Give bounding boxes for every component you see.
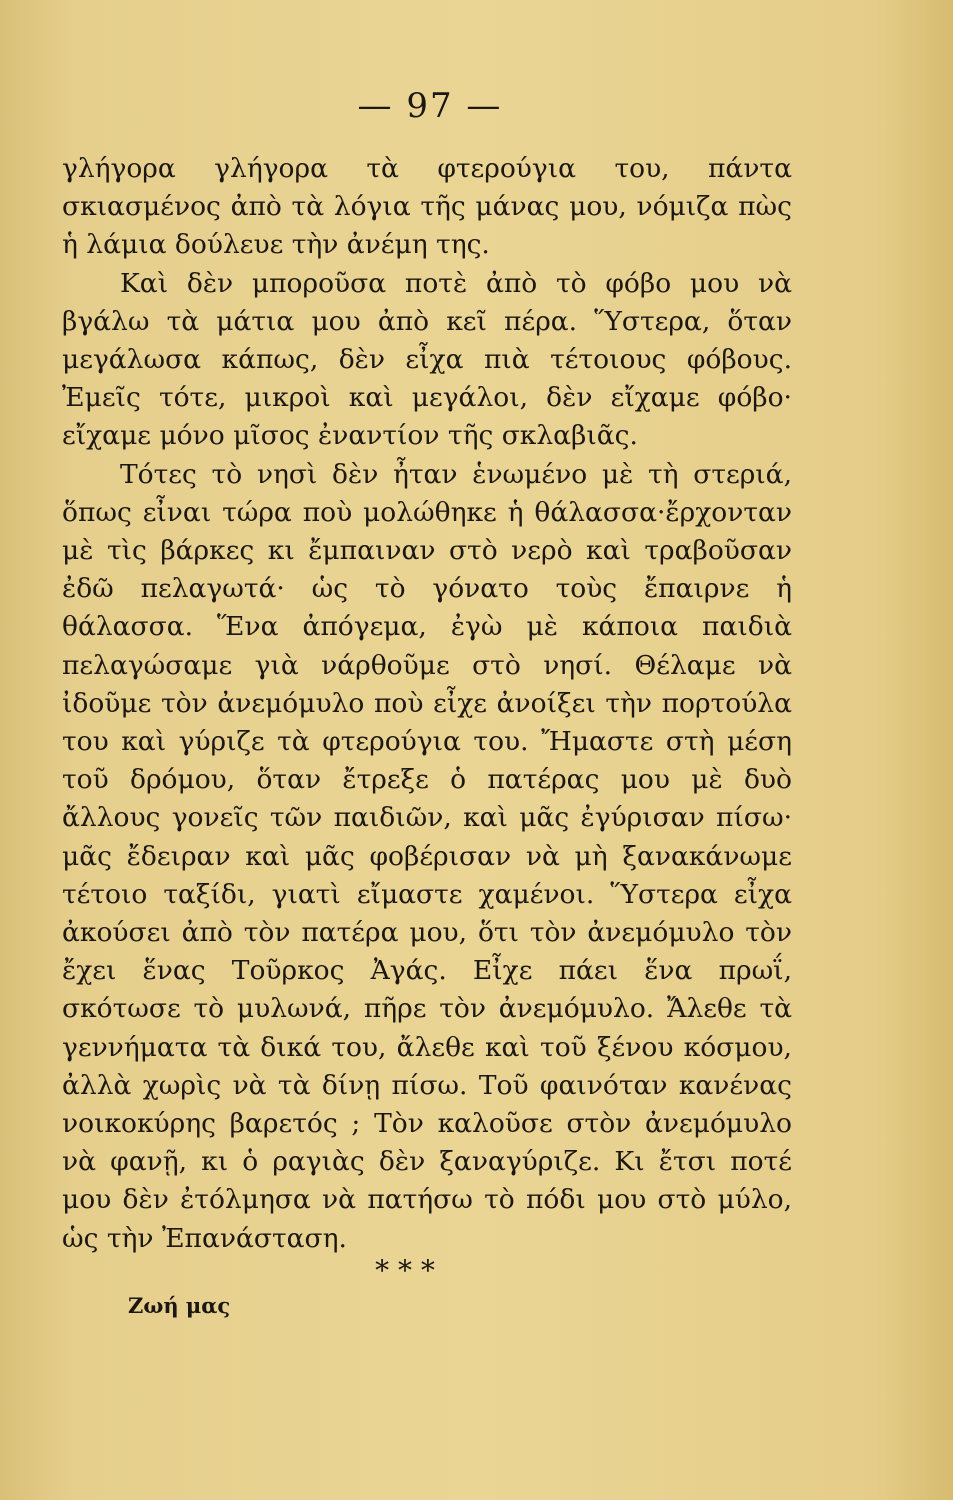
page-number: — 97 — bbox=[357, 86, 503, 126]
body-text bbox=[62, 150, 792, 1258]
paragraph-3: Τότες τὸ νησὶ δὲν ἦταν ἑνωμένο μὲ τὴ στεριά, ὅπως εἶναι τώρα ποὺ μολώθηκε ἡ θάλασσα·ἔρχονταν μὲ τὶς βάρκες κι ἔμπαιναν στὸ νερὸ καὶ τραβοῦσαν ἐδῶ πελαγωτά· ὡς τὸ γόνατο τοὺς ἔπαιρνε ἡ θάλασσα. Ἕνα ἀπόγεμα, ἐγὼ μὲ κάποια παιδιὰ πελαγώσαμε γιὰ νάρθοῦμε στὸ νησί. Θέλαμε νὰ ἰδοῦμε τὸν ἀνεμόμυλο ποὺ εἶχε ἀνοίξει τὴν πορτούλα του καὶ γύριζε τὰ φτερούγια του. Ἤμαστε στὴ μέση τοῦ δρόμου, ὅταν ἔτρεξε ὁ πατέρας μου μὲ δυὸ ἄλλους γονεῖς τῶν παιδιῶν, καὶ μᾶς ἐγύρισαν πίσω· μᾶς ἔδειραν καὶ μᾶς φοβέρισαν νὰ μὴ ξανακάνωμε τέτοιο ταξίδι, γιατὶ εἴμαστε χαμένοι. Ὕστερα εἶχα ἀκούσει ἀπὸ τὸν πατέρα μου, ὅτι τὸν ἀνεμόμυλο τὸν ἔχει ἕνας Τοῦρκος Ἀγάς. Εἶχε πάει ἕνα πρωΐ, σκότωσε τὸ μυλωνά, πῆρε τὸν ἀνεμόμυλο. Ἄλεθε τὰ γεννήματα τὰ δικά του, ἄλεθε καὶ τοῦ ξένου κόσμου, ἀλλὰ χωρὶς νὰ τὰ δίνῃ πίσω. Τοῦ φαινόταν κανένας νοικοκύρης βαρετός ; Τὸν καλοῦσε στὸν ἀνεμόμυλο νὰ φανῇ, κι ὁ ραγιὰς δὲν ξαναγύριζε. Κι ἔτσι ποτέ μου δὲν ἐτόλμησα νὰ πατήσω τὸ πόδι μου στὸ μύλο, ὡς τὴν Ἐπανάσταση. bbox=[62, 458, 792, 1254]
section-separator: * * * bbox=[375, 1254, 435, 1287]
footer-label: Ζωή μας bbox=[128, 1293, 231, 1318]
paragraph-1: γλήγορα γλήγορα τὰ φτερούγια του, πάντα σκιασμένος ἀπὸ τὰ λόγια τῆς μάνας μου, νόμιζα πὼς ἡ λάμια δούλευε τὴν ἀνέμη της. bbox=[62, 153, 792, 261]
paragraph-2: Καὶ δὲν μποροῦσα ποτὲ ἀπὸ τὸ φόβο μου νὰ βγάλω τὰ μάτια μου ἀπὸ κεῖ πέρα. Ὕστερα, ὅταν μεγάλωσα κάπως, δὲν εἶχα πιὰ τέτοιους φόβους. Ἐμεῖς τότε, μικροὶ καὶ μεγάλοι, δὲν εἴχαμε φόβο· εἴχαμε μόνο μῖσος ἐναντίον τῆς σκλαβιᾶς. bbox=[62, 267, 792, 452]
